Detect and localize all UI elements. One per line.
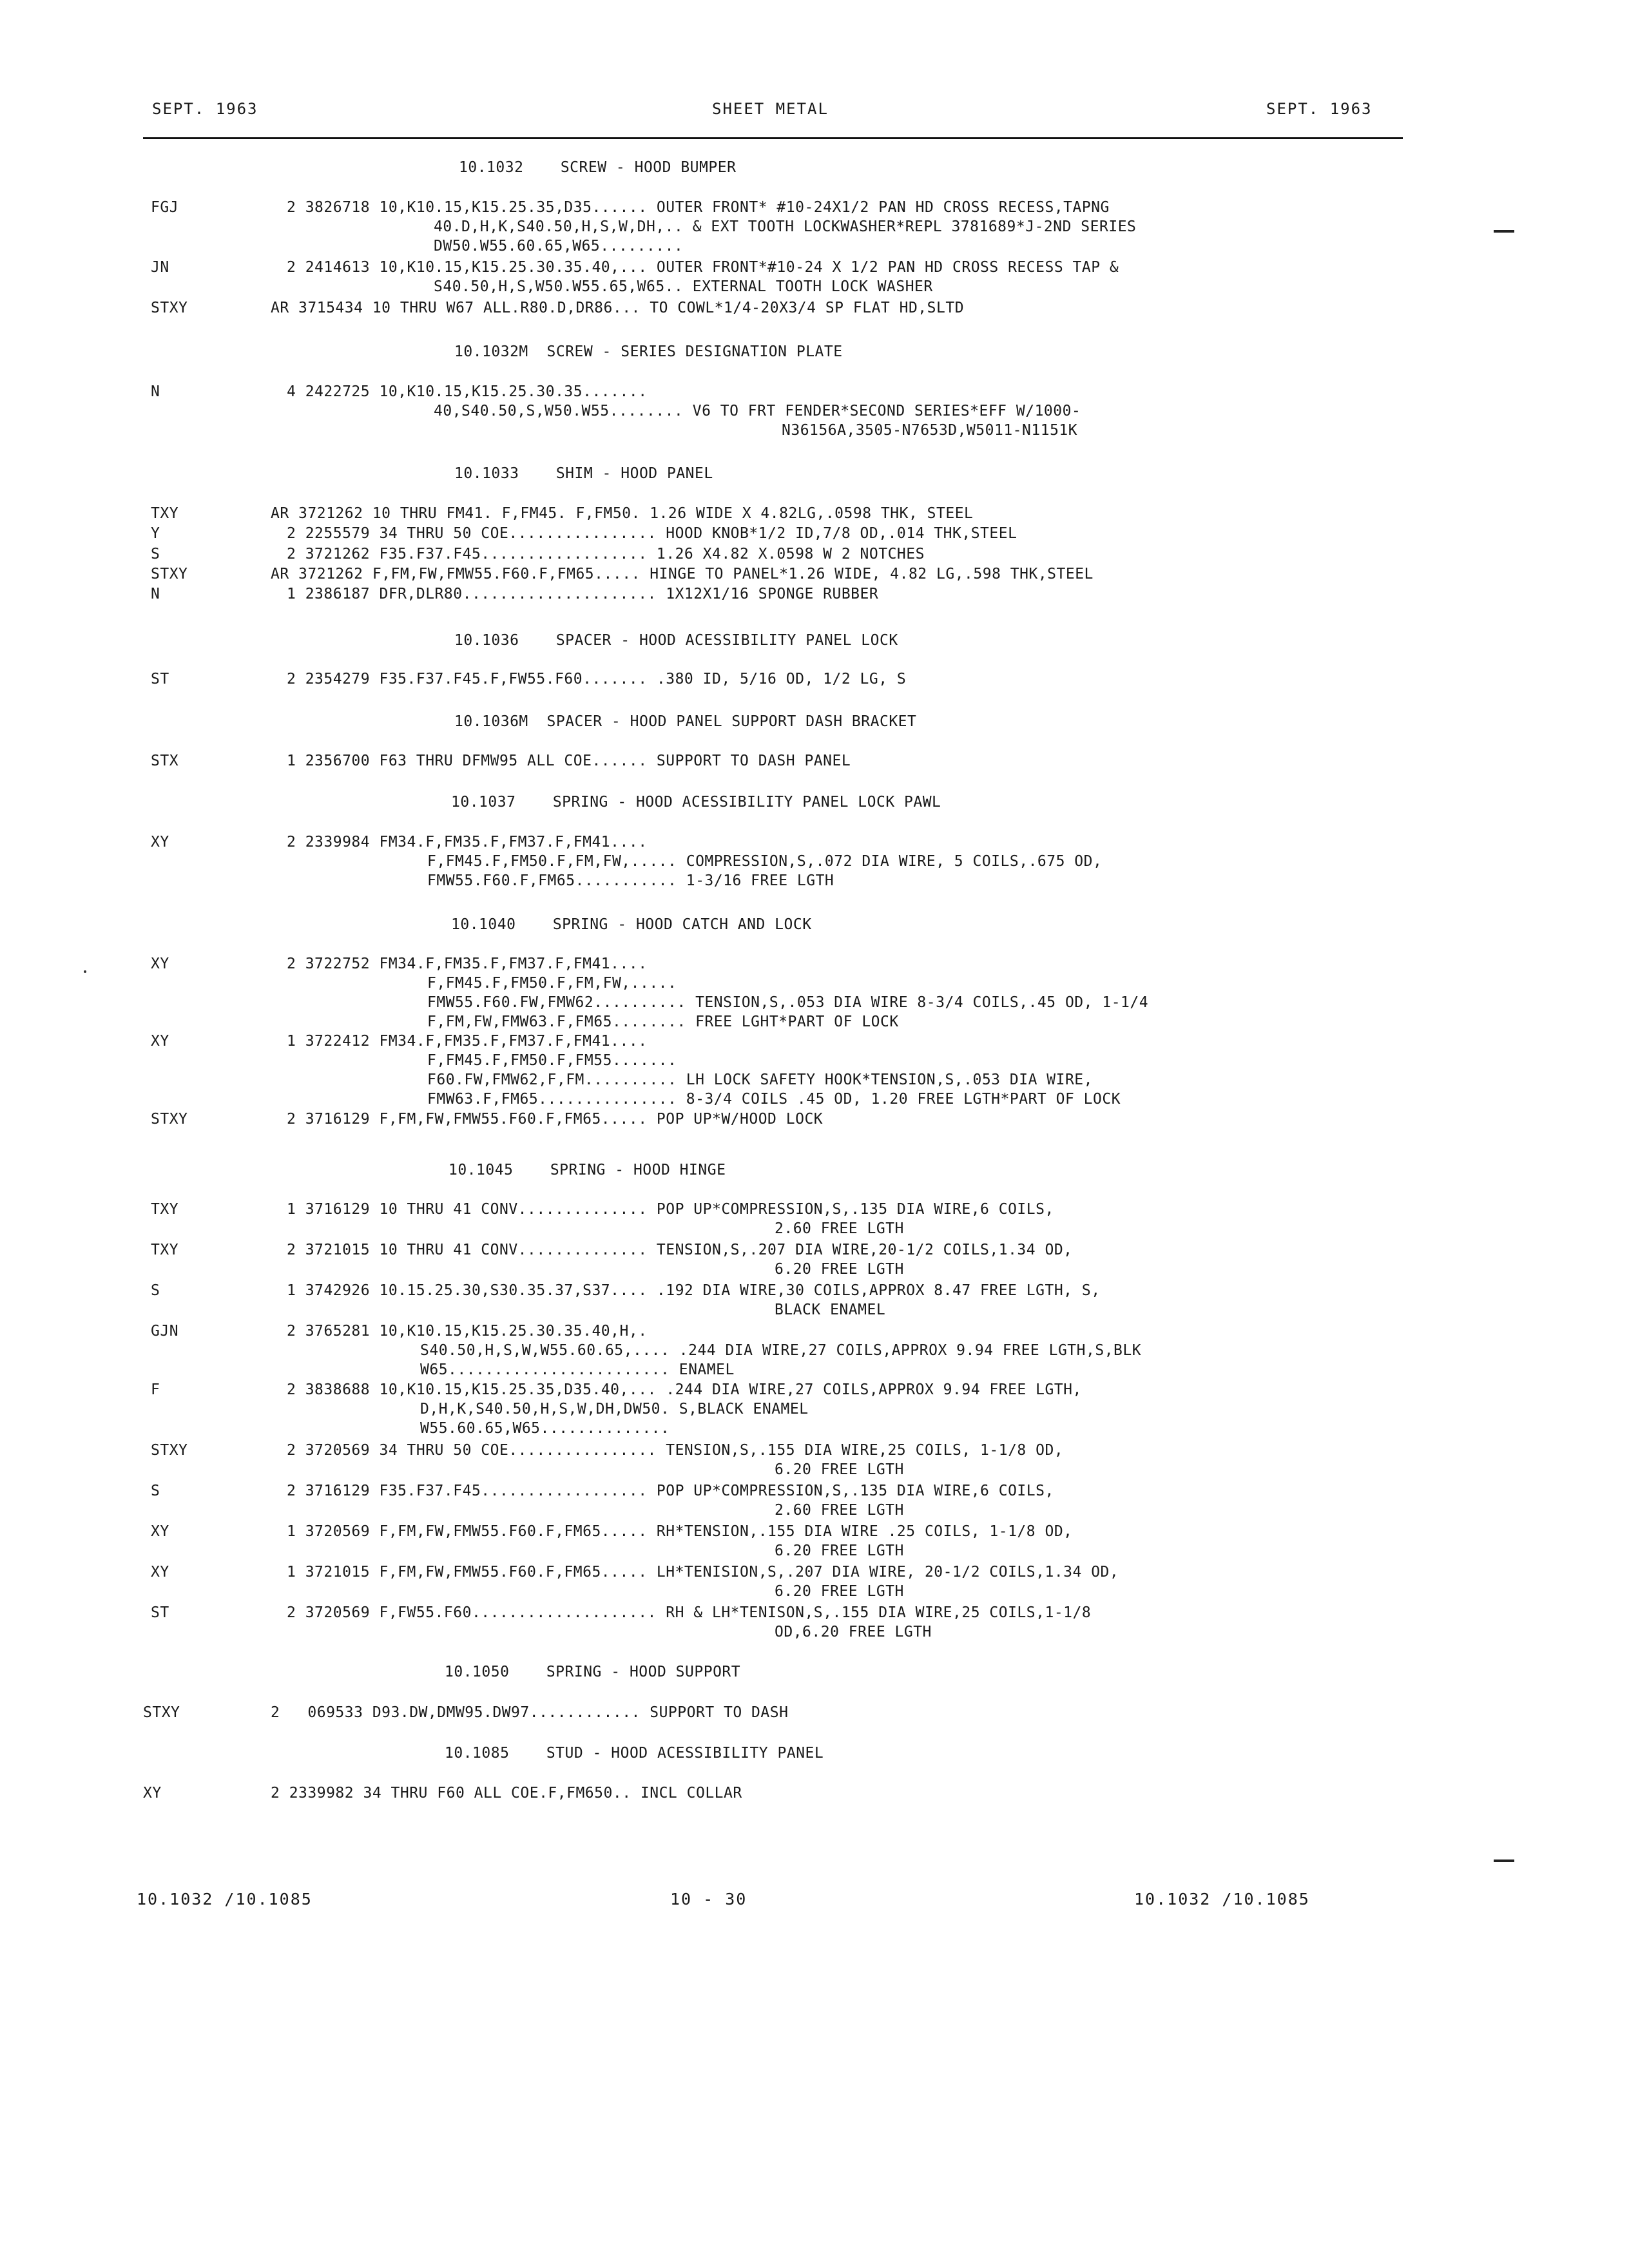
model-code: Y [151, 525, 160, 542]
part-entry: 6.20 FREE LGTH [775, 1542, 904, 1559]
part-entry: AR 3715434 10 THRU W67 ALL.R80.D,DR86... TO COWL*1/4-20X3/4 SP FLAT HD,SLTD [271, 300, 965, 316]
part-entry: AR 3721262 F,FM,FW,FMW55.F60.F,FM65..... HINGE TO PANEL*1.26 WIDE, 4.82 LG,.598 THK,STEEL [271, 566, 1094, 582]
part-entry: 1 3721015 F,FM,FW,FMW55.F60.F,FM65..... LH*TENISION,S,.207 DIA WIRE, 20-1/2 COILS,1.34 OD, [287, 1564, 1119, 1581]
model-code: S [151, 546, 160, 562]
part-entry: DW50.W55.60.65,W65......... [434, 238, 684, 255]
part-entry: S40.50,H,S,W50.W55.65,W65.. EXTERNAL TOOTH LOCK WASHER [434, 278, 933, 295]
model-code: TXY [151, 505, 179, 522]
part-entry: 2 2414613 10,K10.15,K15.25.30.35.40,... OUTER FRONT*#10-24 X 1/2 PAN HD CROSS RECESS TAP & [287, 259, 1119, 276]
model-code: STXY [151, 566, 188, 582]
section-title-10-1032: 10.1032 SCREW - HOOD BUMPER [459, 159, 737, 176]
part-entry: AR 3721262 10 THRU FM41. F,FM45. F,FM50. 1.26 WIDE X 4.82LG,.0598 THK, STEEL [271, 505, 974, 522]
part-entry: 2 2354279 F35.F37.F45.F,FW55.F60....... .380 ID, 5/16 OD, 1/2 LG, S [287, 671, 907, 687]
margin-change-mark [1494, 1860, 1514, 1862]
model-code: XY [151, 834, 169, 850]
footer-range-right: 10.1032 /10.1085 [1134, 1890, 1310, 1908]
part-entry: 40,S40.50,S,W50.W55........ V6 TO FRT FENDER*SECOND SERIES*EFF W/1000- [434, 403, 1081, 419]
model-code: FGJ [151, 199, 179, 216]
model-code: XY [151, 1523, 169, 1540]
part-entry: 2 2255579 34 THRU 50 COE................ HOOD KNOB*1/2 ID,7/8 OD,.014 THK,STEEL [287, 525, 1017, 542]
part-entry: 1 2386187 DFR,DLR80..................... 1X12X1/16 SPONGE RUBBER [287, 586, 879, 602]
part-entry: 2 2339984 FM34.F,FM35.F,FM37.F,FM41.... [287, 834, 648, 850]
model-code: TXY [151, 1201, 179, 1218]
margin-change-mark [1494, 230, 1514, 233]
model-code: XY [151, 956, 169, 972]
model-code: S [151, 1282, 160, 1299]
part-entry: F,FM45.F,FM50.F,FM,FW,..... [427, 975, 677, 992]
part-entry: 1 3722412 FM34.F,FM35.F,FM37.F,FM41.... [287, 1033, 648, 1050]
header-rule [143, 137, 1403, 139]
model-code: N [151, 383, 160, 400]
model-code: STXY [151, 1442, 188, 1459]
part-entry: N36156A,3505-N7653D,W5011-N1151K [782, 422, 1078, 439]
section-title-10-1033: 10.1033 SHIM - HOOD PANEL [454, 465, 713, 482]
model-code: STXY [143, 1704, 180, 1721]
section-title-10-1037: 10.1037 SPRING - HOOD ACESSIBILITY PANEL LOCK PAWL [451, 794, 941, 811]
footer-range-left: 10.1032 /10.1085 [137, 1890, 313, 1908]
section-title-10-1050: 10.1050 SPRING - HOOD SUPPORT [445, 1664, 741, 1680]
model-code: STXY [151, 300, 188, 316]
part-entry: W55.60.65,W65.............. [420, 1420, 670, 1437]
section-title-10-1036: 10.1036 SPACER - HOOD ACESSIBILITY PANEL LOCK [454, 632, 898, 649]
part-entry: W65........................ ENAMEL [420, 1361, 735, 1378]
section-title-10-1040: 10.1040 SPRING - HOOD CATCH AND LOCK [451, 916, 812, 933]
model-code: N [151, 586, 160, 602]
part-entry: S40.50,H,S,W,W55.60.65,.... .244 DIA WIRE,27 COILS,APPROX 9.94 FREE LGTH,S,BLK [420, 1342, 1142, 1359]
part-entry: F,FM,FW,FMW63.F,FM65........ FREE LGHT*PART OF LOCK [427, 1014, 899, 1030]
section-title-10-1032m: 10.1032M SCREW - SERIES DESIGNATION PLATE [454, 343, 843, 360]
part-entry: F,FM45.F,FM50.F,FM,FW,..... COMPRESSION,S,.072 DIA WIRE, 5 COILS,.675 OD, [427, 853, 1103, 870]
scan-speck [84, 970, 86, 973]
page-number: 10 - 30 [670, 1890, 747, 1908]
model-code: GJN [151, 1323, 179, 1340]
part-entry: FMW55.F60.FW,FMW62.......... TENSION,S,.053 DIA WIRE 8-3/4 COILS,.45 OD, 1-1/4 [427, 994, 1149, 1011]
part-entry: OD,6.20 FREE LGTH [775, 1624, 932, 1640]
part-entry: 2 3838688 10,K10.15,K15.25.35,D35.40,... .244 DIA WIRE,27 COILS,APPROX 9.94 FREE LGTH, [287, 1381, 1082, 1398]
part-entry: 2 3721015 10 THRU 41 CONV.............. TENSION,S,.207 DIA WIRE,20-1/2 COILS,1.34 OD, [287, 1242, 1073, 1258]
model-code: ST [151, 671, 169, 687]
model-code: XY [151, 1033, 169, 1050]
part-entry: 2.60 FREE LGTH [775, 1502, 904, 1519]
model-code: JN [151, 259, 169, 276]
part-entry: 2 3721262 F35.F37.F45.................. 1.26 X4.82 X.0598 W 2 NOTCHES [287, 546, 925, 562]
part-entry: FMW55.F60.F,FM65........... 1-3/16 FREE LGTH [427, 872, 834, 889]
part-entry: 4 2422725 10,K10.15,K15.25.30.35....... [287, 383, 648, 400]
model-code: F [151, 1381, 160, 1398]
part-entry: 2 069533 D93.DW,DMW95.DW97............ SUPPORT TO DASH [271, 1704, 789, 1721]
part-entry: F,FM45.F,FM50.F,FM55....... [427, 1052, 677, 1069]
part-entry: 2 2339982 34 THRU F60 ALL COE.F,FM650.. INCL COLLAR [271, 1785, 742, 1802]
part-entry: 1 3716129 10 THRU 41 CONV.............. POP UP*COMPRESSION,S,.135 DIA WIRE,6 COILS, [287, 1201, 1054, 1218]
section-title-10-1045: 10.1045 SPRING - HOOD HINGE [448, 1162, 726, 1178]
part-entry: D,H,K,S40.50,H,S,W,DH,DW50. S,BLACK ENAMEL [420, 1401, 809, 1418]
model-code: ST [151, 1604, 169, 1621]
part-entry: 1 3742926 10.15.25.30,S30.35.37,S37.... .192 DIA WIRE,30 COILS,APPROX 8.47 FREE LGTH, S, [287, 1282, 1101, 1299]
part-entry: 40.D,H,K,S40.50,H,S,W,DH,.. & EXT TOOTH LOCKWASHER*REPL 3781689*J-2ND SERIES [434, 218, 1137, 235]
model-code: TXY [151, 1242, 179, 1258]
part-entry: 2 3722752 FM34.F,FM35.F,FM37.F,FM41.... [287, 956, 648, 972]
header-date-right: SEPT. 1963 [1266, 100, 1373, 118]
model-code: STXY [151, 1111, 188, 1128]
header-date-left: SEPT. 1963 [152, 100, 258, 118]
model-code: STX [151, 753, 179, 769]
part-entry: 6.20 FREE LGTH [775, 1261, 904, 1278]
part-entry: 2.60 FREE LGTH [775, 1220, 904, 1237]
part-entry: 2 3716129 F35.F37.F45.................. POP UP*COMPRESSION,S,.135 DIA WIRE,6 COILS, [287, 1483, 1054, 1499]
section-title-10-1036m: 10.1036M SPACER - HOOD PANEL SUPPORT DASH BRACKET [454, 713, 917, 730]
part-entry: 6.20 FREE LGTH [775, 1583, 904, 1600]
part-entry: 1 2356700 F63 THRU DFMW95 ALL COE...... SUPPORT TO DASH PANEL [287, 753, 851, 769]
model-code: S [151, 1483, 160, 1499]
part-entry: BLACK ENAMEL [775, 1302, 886, 1318]
part-entry: 1 3720569 F,FM,FW,FMW55.F60.F,FM65..... RH*TENSION,.155 DIA WIRE .25 COILS, 1-1/8 OD, [287, 1523, 1073, 1540]
part-entry: 6.20 FREE LGTH [775, 1461, 904, 1478]
section-title-10-1085: 10.1085 STUD - HOOD ACESSIBILITY PANEL [445, 1745, 824, 1762]
model-code: XY [143, 1785, 162, 1802]
part-entry: FMW63.F,FM65............... 8-3/4 COILS .45 OD, 1.20 FREE LGTH*PART OF LOCK [427, 1091, 1121, 1108]
part-entry: 2 3720569 34 THRU 50 COE................ TENSION,S,.155 DIA WIRE,25 COILS, 1-1/8 OD, [287, 1442, 1064, 1459]
model-code: XY [151, 1564, 169, 1581]
part-entry: 2 3826718 10,K10.15,K15.25.35,D35...... OUTER FRONT* #10-24X1/2 PAN HD CROSS RECESS,TAPNG [287, 199, 1110, 216]
header-title: SHEET METAL [712, 100, 829, 118]
part-entry: 2 3720569 F,FW55.F60.................... RH & LH*TENISON,S,.155 DIA WIRE,25 COILS,1-1/8 [287, 1604, 1092, 1621]
part-entry: 2 3765281 10,K10.15,K15.25.30.35.40,H,. [287, 1323, 648, 1340]
part-entry: F60.FW,FMW62,F,FM.......... LH LOCK SAFETY HOOK*TENSION,S,.053 DIA WIRE, [427, 1072, 1093, 1088]
part-entry: 2 3716129 F,FM,FW,FMW55.F60.F,FM65..... POP UP*W/HOOD LOCK [287, 1111, 824, 1128]
